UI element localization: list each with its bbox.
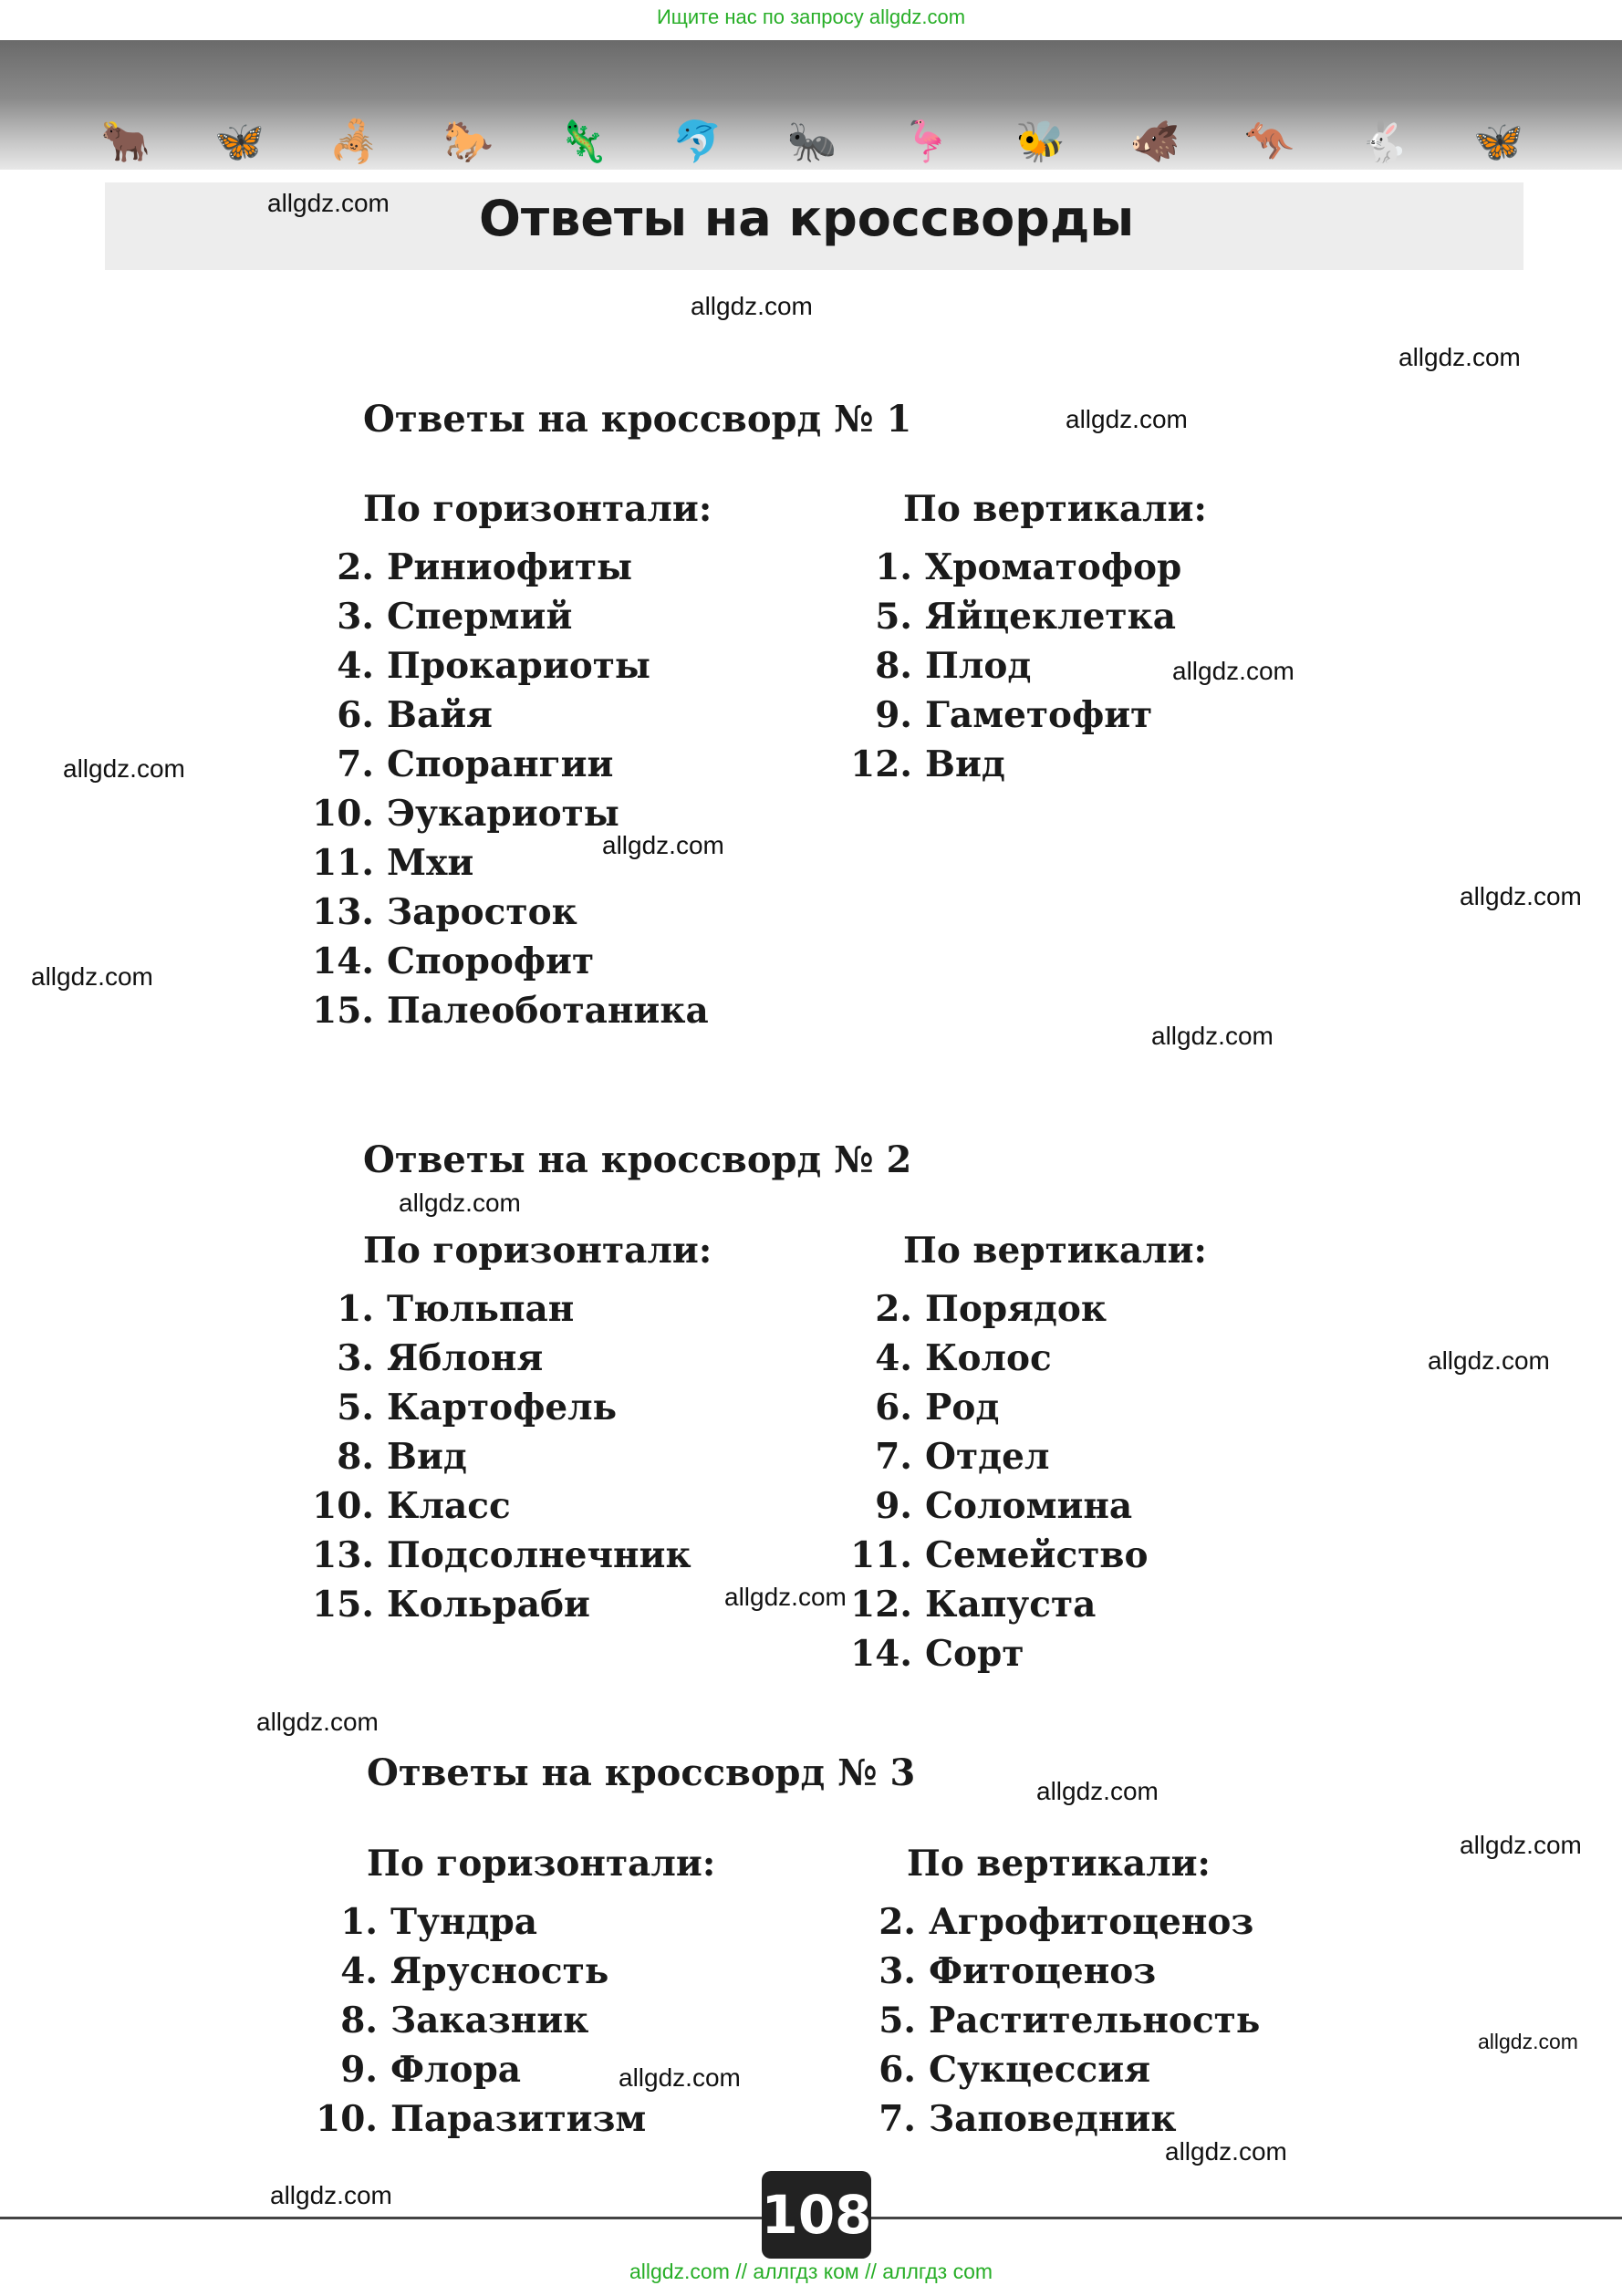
list-item: 4. Колос: [875, 1337, 1052, 1379]
watermark: allgdz.com: [267, 189, 390, 217]
crossword-2-horizontal-heading: По горизонтали:: [363, 1230, 712, 1272]
watermark: allgdz.com: [1151, 1022, 1274, 1050]
watermark: allgdz.com: [602, 831, 724, 859]
list-item: 3. Спермий: [337, 596, 573, 638]
watermark: allgdz.com: [1398, 343, 1521, 371]
butterfly-icon-2: 🦋: [1473, 119, 1523, 165]
crossword-2-vertical-heading: По вертикали:: [903, 1230, 1207, 1272]
page-title: Ответы на кроссворды: [479, 190, 1135, 247]
bird-icon: 🦩: [900, 119, 951, 165]
crossword-1-horizontal-heading: По горизонтали:: [363, 488, 712, 530]
kangaroo-icon: 🦘: [1244, 119, 1295, 165]
watermark: allgdz.com: [691, 292, 813, 320]
list-item: 13. Подсолнечник: [312, 1534, 691, 1576]
list-item: 1. Хроматофор: [875, 546, 1182, 588]
list-item: 6. Сукцессия: [879, 2049, 1151, 2091]
watermark: allgdz.com: [256, 1708, 379, 1736]
crossword-2-horizontal-list: [301, 1284, 691, 1629]
crossword-3-horizontal-heading: По горизонтали:: [367, 1843, 716, 1885]
list-item: 5. Картофель: [337, 1387, 618, 1429]
list-item: 4. Ярусность: [340, 1950, 609, 1992]
watermark: allgdz.com: [1172, 657, 1294, 685]
bee-icon: 🐝: [1015, 119, 1066, 165]
list-item: 3. Фитоценоз: [879, 1950, 1157, 1992]
lizard-icon: 🦎: [557, 119, 608, 165]
list-item: 6. Род: [875, 1387, 1000, 1429]
watermark: allgdz.com: [1478, 2030, 1578, 2053]
crossword-2-vertical-list: [839, 1284, 1149, 1678]
list-item: 7. Заповедник: [879, 2098, 1177, 2140]
list-item: 5. Яйцеклетка: [875, 596, 1177, 638]
list-item: 10. Паразитизм: [316, 2098, 647, 2140]
crossword-1-vertical-heading: По вертикали:: [903, 488, 1207, 530]
crossword-3-horizontal-list: [305, 1897, 646, 2144]
crossword-1-title: Ответы на кроссворд № 1: [363, 398, 912, 441]
list-item: 7. Спорангии: [337, 743, 614, 785]
watermark: allgdz.com: [1460, 882, 1582, 910]
rabbit-icon: 🐇: [1358, 119, 1409, 165]
list-item: 3. Яблоня: [337, 1337, 544, 1379]
list-item: 2. Риниофиты: [337, 546, 633, 588]
list-item: 8. Заказник: [340, 2000, 589, 2041]
crossword-1-horizontal-list: [301, 543, 709, 1035]
butterfly-icon: 🦋: [214, 119, 265, 165]
watermark: allgdz.com: [31, 962, 153, 991]
list-item: 11. Мхи: [312, 842, 474, 884]
list-item: 13. Заросток: [312, 891, 577, 933]
page-number: 108: [762, 2171, 871, 2259]
header-link[interactable]: Ищите нас по запросу allgdz.com: [656, 5, 966, 28]
watermark: allgdz.com: [1428, 1346, 1550, 1375]
crossword-3-vertical-heading: По вертикали:: [907, 1843, 1211, 1885]
horse-icon: 🐎: [443, 119, 494, 165]
list-item: 2. Агрофитоценоз: [879, 1901, 1254, 1943]
dolphin-icon: 🐬: [672, 119, 723, 165]
watermark: allgdz.com: [270, 2181, 392, 2209]
footer-links[interactable]: allgdz.com // аллгдз ком // аллгдз com: [629, 2260, 993, 2283]
list-item: 14. Сорт: [850, 1633, 1024, 1675]
ant-icon: 🐜: [786, 119, 837, 165]
list-item: 9. Соломина: [875, 1485, 1133, 1527]
watermark: allgdz.com: [63, 754, 185, 783]
list-item: 1. Тюльпан: [337, 1288, 575, 1330]
crossword-2-title: Ответы на кроссворд № 2: [363, 1138, 912, 1181]
list-item: 15. Кольраби: [312, 1584, 590, 1626]
watermark: allgdz.com: [1036, 1777, 1159, 1805]
list-item: 6. Вайя: [337, 694, 493, 736]
crossword-3-vertical-list: [843, 1897, 1260, 2144]
watermark: allgdz.com: [399, 1189, 521, 1217]
watermark: allgdz.com: [1165, 2137, 1287, 2166]
list-item: 9. Флора: [340, 2049, 522, 2091]
list-item: 11. Семейство: [850, 1534, 1149, 1576]
list-item: 1. Тундра: [340, 1901, 538, 1943]
list-item: 4. Прокариоты: [337, 645, 651, 687]
list-item: 10. Эукариоты: [312, 793, 619, 835]
list-item: 10. Класс: [312, 1485, 511, 1527]
list-item: 15. Палеоботаника: [312, 990, 709, 1032]
boar-icon: 🐗: [1129, 119, 1180, 165]
list-item: 8. Плод: [875, 645, 1032, 687]
watermark: allgdz.com: [619, 2063, 741, 2092]
list-item: 7. Отдел: [875, 1436, 1050, 1478]
watermark: allgdz.com: [1066, 405, 1188, 433]
list-item: 8. Вид: [337, 1436, 467, 1478]
crossword-1-vertical-list: [839, 543, 1181, 789]
bull-icon: 🐂: [100, 119, 151, 165]
scorpion-icon: 🦂: [328, 119, 380, 165]
animal-icons-row: [100, 108, 1523, 165]
list-item: 14. Спорофит: [312, 940, 595, 982]
list-item: 12. Капуста: [850, 1584, 1097, 1626]
watermark: allgdz.com: [1460, 1831, 1582, 1859]
list-item: 12. Вид: [850, 743, 1005, 785]
list-item: 9. Гаметофит: [875, 694, 1153, 736]
crossword-3-title: Ответы на кроссворд № 3: [367, 1751, 916, 1794]
watermark: allgdz.com: [724, 1583, 847, 1611]
list-item: 2. Порядок: [875, 1288, 1107, 1330]
list-item: 5. Растительность: [879, 2000, 1261, 2041]
